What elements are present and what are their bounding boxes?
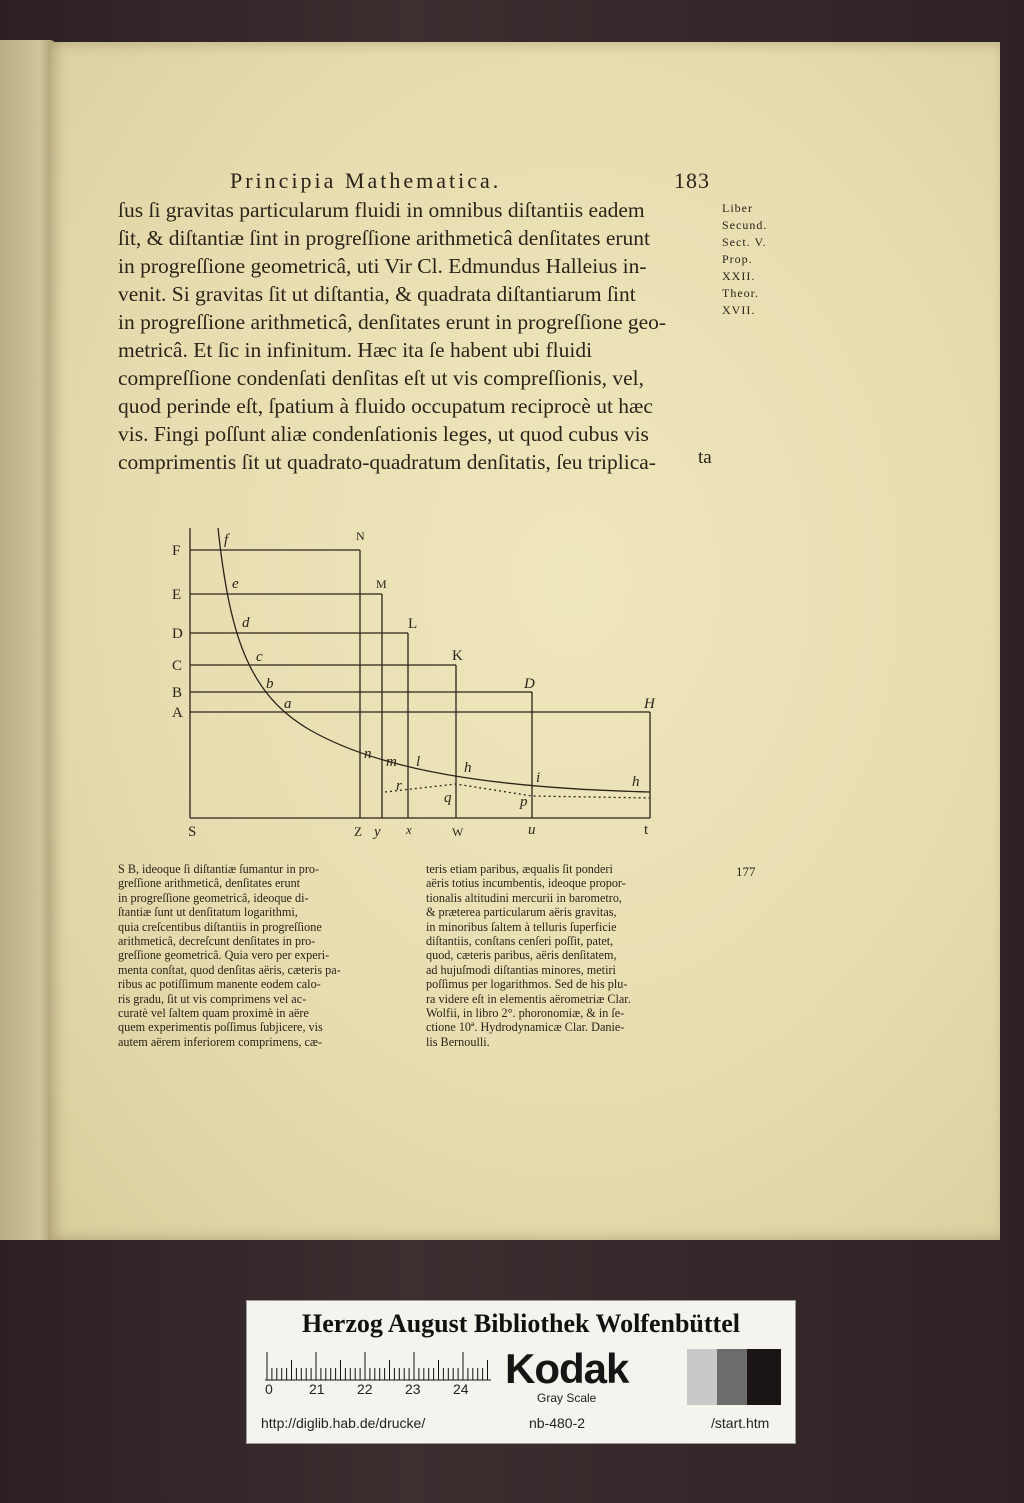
footnote-marker: 177: [736, 864, 756, 879]
figure-label: a: [284, 696, 292, 712]
margin-note-line: Secund.: [722, 218, 768, 232]
figure-label: h: [632, 774, 640, 790]
footnote-line: quem experimentis poſſimus ſubjicere, vis: [118, 1020, 323, 1035]
ruler-number: 0: [265, 1381, 273, 1397]
figure-label: F: [172, 543, 181, 559]
figure-label: W: [452, 825, 464, 839]
footnote-line: autem aërem inferiorem comprimens, cæ-: [118, 1034, 323, 1049]
ruler-number: 23: [405, 1381, 421, 1397]
figure-label: A: [172, 705, 183, 721]
text-line: quod perinde eſt, ſpatium à fluido occupatum reciprocè ut hæc: [118, 394, 653, 418]
footnote-line: curatè vel ſaltem quam proximè in aëre: [118, 1005, 309, 1020]
figure-label: y: [374, 824, 381, 840]
footnote-line: arithmeticâ, decreſcunt denſitates in pro-: [118, 933, 316, 948]
text-line: compreſſione condenſati denſitas eſt ut vis compreſſionis, vel,: [118, 366, 645, 390]
figure-label: e: [232, 576, 239, 592]
footnote-line: ris gradu, ſit ut vis comprimens vel ac-: [118, 991, 307, 1006]
geometric-figure: [160, 520, 670, 840]
text-line: in progreſſione arithmeticâ, denſitates erunt in progreſſione geo-: [118, 310, 667, 334]
footnote-line: ſtantiæ ſunt ut denſitatum logarithmi,: [118, 905, 298, 920]
figure-label: p: [520, 794, 528, 810]
figure-label: B: [172, 685, 183, 701]
ruler-numbers: [263, 1381, 503, 1399]
gray-scale-label: Gray Scale: [537, 1391, 597, 1405]
margin-note-line: XXII.: [722, 269, 756, 283]
figure-label: m: [386, 754, 397, 770]
margin-note: [722, 200, 802, 319]
footnote-line: ra videre eſt in elementis aërometriæ Clar.: [426, 991, 631, 1006]
footnote-line: ctione 10ª. Hydrodynamicæ Clar. Danie-: [426, 1020, 625, 1035]
footnote-line: quia creſcentibus diſtantiis in progreſſione: [118, 919, 322, 934]
figure-label: N: [356, 529, 365, 543]
margin-note-line: Prop.: [722, 252, 753, 266]
figure-label: f: [224, 532, 229, 548]
kodak-logo: Kodak: [505, 1345, 629, 1392]
text-line: comprimentis ſit ut quadrato-quadratum denſitatis, ſeu triplica-: [118, 450, 656, 474]
footnote-line: ad hujuſmodi diſtantias minores, metiri: [426, 962, 616, 977]
footnote-column-right: [426, 862, 726, 1049]
text-line: venit. Si gravitas ſit ut diſtantia, & quadrata diſtantiarum ſint: [118, 282, 636, 306]
figure-label: K: [452, 648, 463, 664]
footnote-line: teris etiam paribus, æqualis ſit ponderi: [426, 862, 613, 876]
figure-label: L: [408, 616, 418, 632]
figure-label: l: [416, 754, 421, 770]
figure-label: t: [644, 822, 649, 838]
footnote-line: lis Bernoulli.: [426, 1034, 490, 1049]
figure-label: u: [528, 822, 536, 838]
footnote-line: S B, ideoque ſi diſtantiæ ſumantur in pro-: [118, 862, 320, 876]
footnote-line: diſtantiis, conſtans cenſeri poſſit, patet,: [426, 933, 614, 948]
figure-label: M: [376, 577, 387, 591]
footnote-column-left: [118, 862, 418, 1049]
figure-label: i: [536, 770, 541, 786]
ruler-number: 22: [357, 1381, 373, 1397]
footnote-line: aëris totius incumbentis, ideoque propor-: [426, 876, 626, 891]
text-line: in progreſſione geometricâ, uti Vir Cl. Edmundus Halleius in-: [118, 254, 647, 278]
figure-label: h: [464, 760, 472, 776]
label-footer: [247, 1413, 795, 1437]
figure-label: D: [172, 626, 183, 642]
footnote-line: tionalis altitudini mercurii in barometro,: [426, 890, 622, 905]
footnote-line: poſſimus per logarithmos. Sed de his plu-: [426, 977, 628, 992]
figure-label: q: [444, 790, 452, 806]
footnote-line: greſſione arithmeticâ, denſitates erunt: [118, 876, 301, 891]
margin-note-line: Liber: [722, 201, 753, 215]
figure-label: c: [256, 649, 263, 665]
footnote-line: in progreſſione geometricâ, ideoque di-: [118, 890, 309, 905]
label-url: http://diglib.hab.de/drucke/: [261, 1415, 426, 1431]
footnote-line: in minoribus ſaltem à telluris ſuperficie: [426, 919, 617, 934]
footnote-line: & præterea particularum aëris gravitas,: [426, 905, 617, 920]
gray-scale-swatches: [687, 1349, 781, 1405]
label-shelfmark: nb-480-2: [529, 1415, 586, 1431]
figure-label: d: [242, 615, 250, 631]
margin-note-line: Theor.: [722, 286, 759, 300]
library-name: Herzog August Bibliothek Wolfenbüttel: [302, 1309, 740, 1338]
library-label-card: [246, 1300, 796, 1444]
figure-label: b: [266, 676, 274, 692]
figure-curve: [218, 528, 650, 792]
label-start: /start.htm: [711, 1415, 770, 1431]
footnote-line: ribus ac potiſſimum manente eodem calo-: [118, 977, 321, 992]
figure-label: C: [172, 658, 183, 674]
text-line: metricâ. Et ſic in infinitum. Hæc ita ſe habent ubi fluidi: [118, 338, 593, 362]
text-line: ſit, & diſtantiæ ſint in progreſſione arithmeticâ denſitates erunt: [118, 226, 650, 250]
figure-label: r: [396, 778, 402, 794]
margin-note-line: Sect. V.: [722, 235, 767, 249]
footnote-line: menta conſtat, quod denſitas aëris, cæteris pa-: [118, 962, 341, 977]
catchword: ta: [698, 447, 712, 468]
figure-label: S: [188, 824, 197, 840]
footnote-line: greſſione geometricâ. Quia vero per experi-: [118, 948, 330, 963]
figure-label: H: [644, 696, 655, 712]
page-number: 183: [674, 168, 710, 193]
figure-label: x: [406, 822, 412, 837]
ruler-scale: [265, 1349, 491, 1381]
ruler-number: 21: [309, 1381, 325, 1397]
footnote-line: Wolfii, in libro 2°. phoronomiæ, & in ſe-: [426, 1005, 625, 1020]
figure-label: Z: [354, 824, 362, 839]
footnote-line: quod, cæteris paribus, aëris denſitatem,: [426, 948, 617, 963]
figure-label: E: [172, 587, 182, 603]
figure-label: D: [524, 676, 535, 692]
ruler-number: 24: [453, 1381, 469, 1397]
running-head: [230, 168, 710, 198]
text-line: ſus ſi gravitas particularum fluidi in omnibus diſtantiis eadem: [118, 198, 645, 222]
running-head-title: Principia Mathematica.: [230, 168, 502, 193]
margin-note-line: XVII.: [722, 303, 756, 317]
figure-label: n: [364, 746, 372, 762]
text-line: vis. Fingi poſſunt aliæ condenſationis leges, ut quod cubus vis: [118, 422, 649, 446]
